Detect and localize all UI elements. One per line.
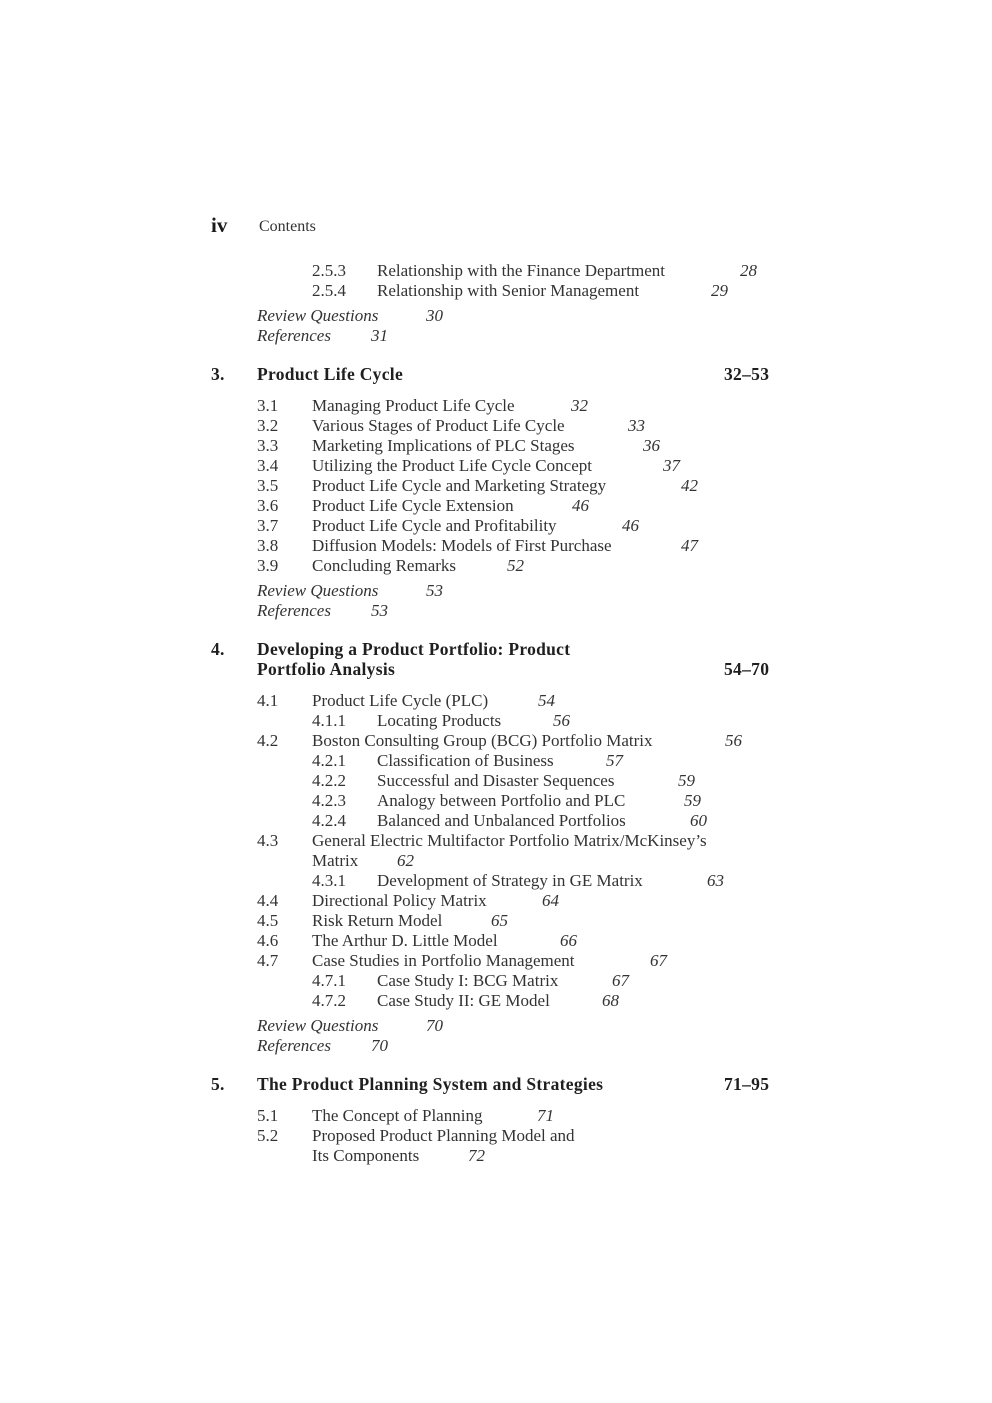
section-title: Case Study II: GE Model: [377, 991, 550, 1010]
section-title: Balanced and Unbalanced Portfolios: [377, 811, 626, 830]
page-folio: iv: [211, 213, 228, 237]
page-number: 64: [542, 891, 559, 910]
section-title: Product Life Cycle Extension: [312, 496, 514, 515]
section-title: The Concept of Planning: [312, 1106, 483, 1125]
page-number: 63: [707, 871, 724, 890]
page-number: 31: [371, 326, 388, 345]
section-number: 3.7: [257, 516, 279, 535]
page-number: 57: [606, 751, 623, 770]
page-number: 53: [426, 581, 443, 600]
section-title: Risk Return Model: [312, 911, 443, 930]
section-number: 2.5.3: [312, 261, 346, 280]
chapter-title-line2: Portfolio Analysis: [257, 659, 396, 679]
section-title: Managing Product Life Cycle: [312, 396, 515, 415]
references-label: References: [257, 601, 331, 620]
section-number: 3.8: [257, 536, 279, 555]
section-title-continued: Matrix: [312, 851, 359, 870]
section-number: 4.4: [257, 891, 279, 910]
section-number: 4.2.1: [312, 751, 346, 770]
section-number: 4.6: [257, 931, 279, 950]
page-number: 70: [426, 1016, 443, 1035]
section-number: 4.3.1: [312, 871, 346, 890]
section-title: Development of Strategy in GE Matrix: [377, 871, 643, 890]
section-number: 4.2.2: [312, 771, 346, 790]
page-number: 29: [711, 281, 728, 300]
section-title: Directional Policy Matrix: [312, 891, 487, 910]
section-number: 4.7: [257, 951, 279, 970]
section-number: 4.2.4: [312, 811, 346, 830]
section-number: 4.7.2: [312, 991, 346, 1010]
section-title: Proposed Product Planning Model and: [312, 1126, 575, 1145]
section-title-continued: Its Components: [312, 1146, 420, 1165]
chapter-title-line1: Developing a Product Portfolio: Product: [257, 639, 571, 659]
section-number: 5.1: [257, 1106, 279, 1125]
page-number: 33: [628, 416, 645, 435]
page-number: 28: [740, 261, 757, 280]
references-label: References: [257, 1036, 331, 1055]
section-number: 4.1.1: [312, 711, 346, 730]
section-title: Locating Products: [377, 711, 502, 730]
section-title: Concluding Remarks: [312, 556, 457, 575]
page-number: 47: [681, 536, 698, 555]
section-title: Various Stages of Product Life Cycle: [312, 416, 565, 435]
chapter-pages: 54–70: [724, 659, 770, 679]
page-number: 68: [602, 991, 619, 1010]
page-number: 65: [491, 911, 508, 930]
page-number: 32: [571, 396, 588, 415]
section-number: 4.7.1: [312, 971, 346, 990]
chapter-pages: 32–53: [724, 364, 770, 384]
page-number: 53: [371, 601, 388, 620]
page-number: 56: [725, 731, 742, 750]
page-number: 36: [643, 436, 660, 455]
page-number: 46: [622, 516, 639, 535]
section-number: 3.4: [257, 456, 279, 475]
page-number: 59: [678, 771, 695, 790]
section-number: 4.2: [257, 731, 279, 750]
section-title: The Arthur D. Little Model: [312, 931, 498, 950]
page-number: 59: [684, 791, 701, 810]
chapter-number: 5.: [211, 1074, 225, 1094]
section-number: 3.9: [257, 556, 279, 575]
section-number: 5.2: [257, 1126, 279, 1145]
page-number: 30: [426, 306, 443, 325]
chapter-pages: 71–95: [724, 1074, 770, 1094]
section-number: 4.5: [257, 911, 279, 930]
section-title: Product Life Cycle and Marketing Strategy: [312, 476, 607, 495]
section-number: 2.5.4: [312, 281, 346, 300]
page-number: 54: [538, 691, 555, 710]
chapter-title: The Product Planning System and Strategies: [257, 1074, 604, 1094]
page-number: 66: [560, 931, 577, 950]
page-number: 67: [612, 971, 629, 990]
section-title: Relationship with Senior Management: [377, 281, 640, 300]
section-title: Utilizing the Product Life Cycle Concept: [312, 456, 592, 475]
page-number: 46: [572, 496, 589, 515]
page-number: 62: [397, 851, 414, 870]
review-questions-label: Review Questions: [257, 306, 379, 325]
section-title: Product Life Cycle (PLC): [312, 691, 489, 710]
section-title: Product Life Cycle and Profitability: [312, 516, 557, 535]
page-number: 70: [371, 1036, 388, 1055]
section-number: 3.1: [257, 396, 279, 415]
page-number: 42: [681, 476, 698, 495]
section-title: Boston Consulting Group (BCG) Portfolio Matrix: [312, 731, 653, 750]
page-number: 71: [537, 1106, 554, 1125]
page-number: 60: [690, 811, 707, 830]
section-title: Analogy between Portfolio and PLC: [377, 791, 626, 810]
section-title: Successful and Disaster Sequences: [377, 771, 615, 790]
references-label: References: [257, 326, 331, 345]
section-title: Diffusion Models: Models of First Purchase: [312, 536, 612, 555]
section-title: Marketing Implications of PLC Stages: [312, 436, 575, 455]
chapter-title: Product Life Cycle: [257, 364, 404, 384]
page-number: 67: [650, 951, 667, 970]
page-number: 52: [507, 556, 524, 575]
section-title: Case Studies in Portfolio Management: [312, 951, 575, 970]
chapter-number: 3.: [211, 364, 225, 384]
section-number: 4.2.3: [312, 791, 346, 810]
section-title: General Electric Multifactor Portfolio Matrix/McKinsey’s: [312, 831, 707, 850]
section-number: 3.5: [257, 476, 279, 495]
section-number: 3.3: [257, 436, 279, 455]
chapter-number: 4.: [211, 639, 225, 659]
section-number: 4.1: [257, 691, 279, 710]
section-number: 3.2: [257, 416, 279, 435]
page-number: 72: [468, 1146, 485, 1165]
section-title: Relationship with the Finance Department: [377, 261, 665, 280]
section-number: 3.6: [257, 496, 279, 515]
section-number: 4.3: [257, 831, 279, 850]
page-number: 37: [663, 456, 680, 475]
review-questions-label: Review Questions: [257, 1016, 379, 1035]
review-questions-label: Review Questions: [257, 581, 379, 600]
section-title: Case Study I: BCG Matrix: [377, 971, 559, 990]
section-title: Classification of Business: [377, 751, 554, 770]
running-head: Contents: [259, 218, 316, 235]
page-number: 56: [553, 711, 570, 730]
